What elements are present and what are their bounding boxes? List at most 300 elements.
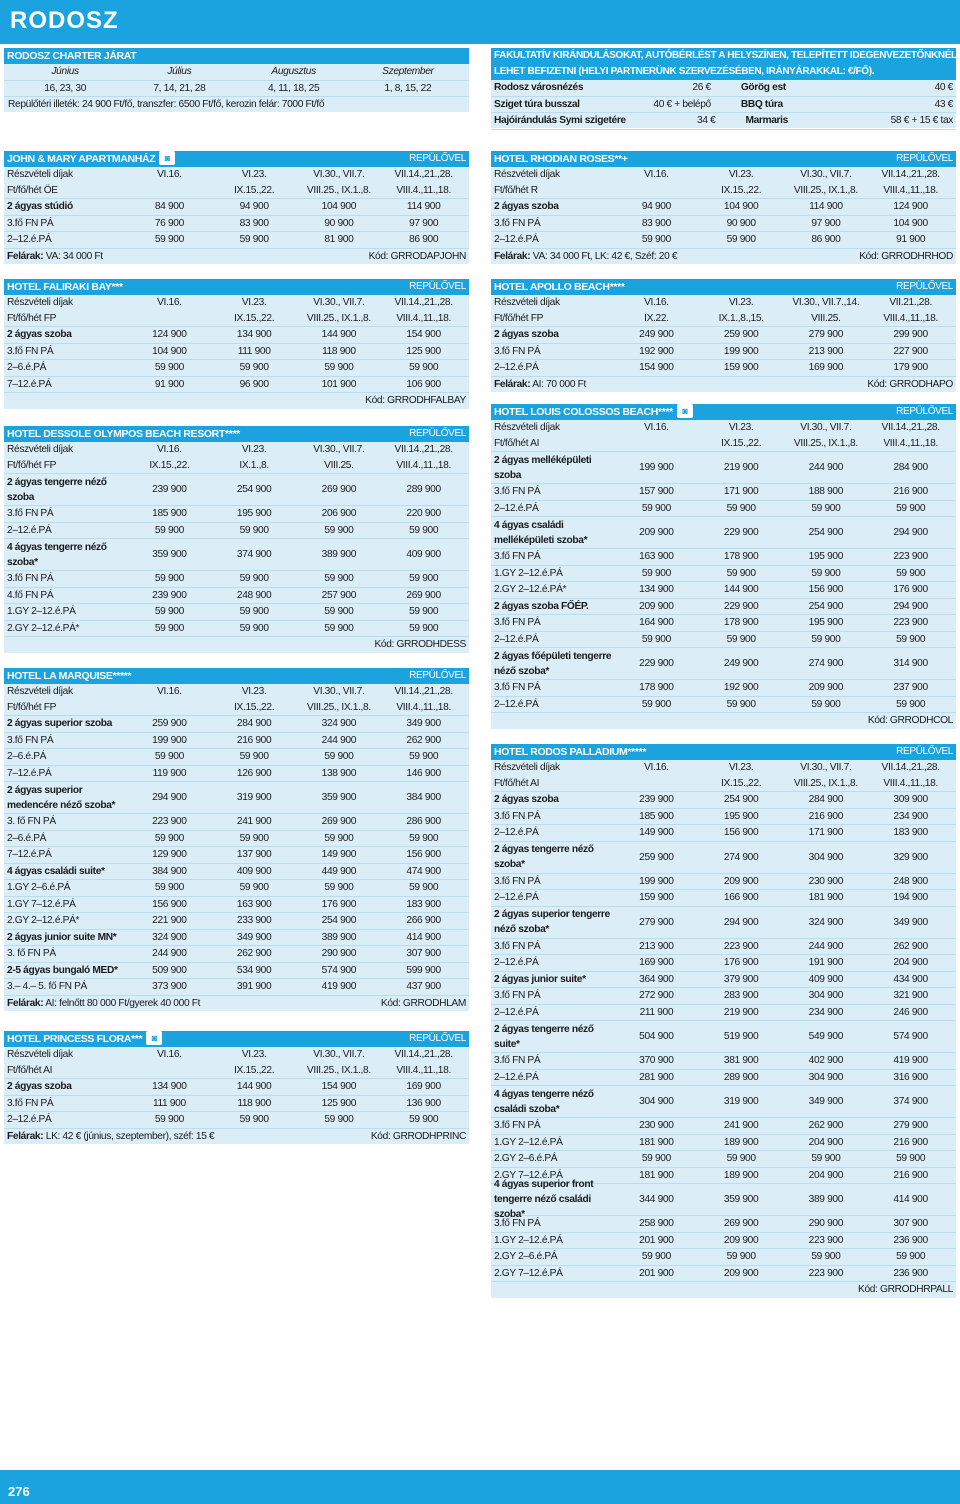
excursion-price: 40 € + belépő	[653, 98, 711, 110]
date-range: VI.30., VII.7.	[800, 422, 852, 433]
price-cell: 284 900	[893, 462, 928, 473]
price-cell: 274 900	[808, 658, 844, 669]
price-cell: 230 900	[808, 875, 844, 887]
price-cell: 59 900	[324, 1114, 354, 1125]
price-cell: 304 900	[808, 990, 844, 1001]
price-cell: 549 900	[808, 1031, 844, 1042]
date-range: VI.23.	[241, 297, 267, 308]
date-range: VI.23.	[241, 444, 267, 455]
price-cell: 239 900	[639, 794, 674, 805]
date-range: VI.16.	[157, 1049, 182, 1060]
surcharges: Felárak: LK: 42 € (június, szeptember), széf: 15 €	[7, 1130, 215, 1142]
price-cell: 59 900	[409, 882, 439, 893]
price-row	[4, 474, 469, 506]
price-cell: 104 900	[152, 345, 187, 357]
price-cell: 204 900	[808, 1169, 844, 1181]
room-type: 2–12.é.PÁ	[494, 827, 539, 838]
price-cell: 185 900	[639, 810, 674, 822]
price-row	[491, 1249, 956, 1266]
price-cell: 59 900	[154, 751, 184, 762]
price-cell: 199 900	[639, 875, 674, 887]
date-range: VI.16.	[157, 297, 182, 308]
room-type: 3.fő FN PÁ	[494, 875, 541, 887]
room-type: 7–12.é.PÁ	[7, 767, 52, 779]
room-type: 3.fő FN PÁ	[7, 345, 54, 357]
price-row	[491, 680, 956, 697]
hotel-header	[491, 404, 956, 420]
travel-tag: REPÜLŐVEL	[896, 281, 953, 292]
price-cell: 414 900	[893, 1194, 928, 1205]
price-cell: 262 900	[893, 940, 928, 952]
hotel-name: HOTEL RHODIAN ROSES**+	[494, 153, 628, 165]
room-type: 2–12.é.PÁ	[494, 1071, 539, 1083]
price-row	[491, 972, 956, 989]
excursion-price: 40 €	[934, 82, 953, 93]
price-cell: 223 900	[893, 617, 928, 628]
price-row	[4, 216, 469, 233]
room-type: 2 ágyas superior medencére néző szoba*	[7, 784, 116, 811]
room-type: 3.fő FN PÁ	[7, 508, 54, 519]
price-cell: 91 900	[154, 378, 184, 390]
date-range: VIII.4.,11.,18.	[883, 777, 938, 789]
price-cell: 304 900	[808, 1071, 844, 1083]
price-cell: 195 900	[236, 508, 272, 519]
price-cell: 59 900	[239, 1114, 269, 1125]
date-range: VI.16.	[644, 762, 669, 773]
price-cell: 519 900	[723, 1031, 759, 1042]
hotel-box	[4, 1031, 469, 1144]
hotel-box	[4, 151, 469, 264]
price-cell: 209 900	[723, 1267, 759, 1279]
price-row	[4, 733, 469, 750]
hotel-footer	[4, 393, 469, 409]
price-cell: 259 900	[723, 329, 759, 340]
price-cell: 209 900	[723, 1234, 759, 1246]
hotel-name: HOTEL FALIRAKI BAY***	[7, 281, 123, 293]
price-cell: 216 900	[893, 1136, 928, 1148]
price-header-label: Részvételi díjak	[7, 297, 73, 308]
date-range: VIII.25.	[811, 312, 841, 324]
room-type: 4 ágyas családi suite*	[7, 865, 105, 877]
price-cell: 344 900	[639, 1194, 674, 1205]
room-type: 2 ágyas szoba FŐÉP.	[494, 600, 589, 612]
price-cell: 118 900	[237, 1097, 271, 1109]
date-range: VI.16.	[157, 444, 182, 455]
price-row	[4, 880, 469, 897]
price-cell: 284 900	[808, 794, 844, 805]
room-type: 3.fő FN PÁ	[494, 990, 541, 1001]
price-cell: 294 900	[893, 527, 928, 538]
price-row	[491, 1151, 956, 1168]
price-header-label: Ft/fő/hét FP	[494, 312, 544, 324]
room-type: 4 ágyas családi melléképületi szoba*	[494, 519, 588, 546]
price-cell: 59 900	[324, 362, 354, 373]
price-cell: 221 900	[152, 915, 187, 926]
date-range: VIII.25., IX.1.,8.	[306, 184, 371, 196]
offer-code: Kód: GRRODHDESS	[374, 639, 466, 650]
hotel-name: HOTEL APOLLO BEACH****	[494, 281, 625, 293]
room-type: 2 ágyas tengerre néző szoba	[7, 476, 107, 503]
price-cell: 144 900	[321, 329, 357, 340]
price-row	[491, 907, 956, 939]
room-type: 3.– 4.– 5. fő FN PÁ	[7, 981, 87, 992]
price-cell: 195 900	[723, 810, 759, 822]
price-cell: 59 900	[409, 524, 439, 536]
price-row	[491, 697, 956, 714]
price-cell: 254 900	[321, 915, 357, 926]
price-cell: 294 900	[152, 792, 187, 803]
room-type: 3.fő FN PÁ	[494, 810, 541, 822]
price-header-label: Részvételi díjak	[494, 762, 560, 773]
price-row	[4, 571, 469, 588]
price-row	[491, 599, 956, 616]
price-cell: 111 900	[152, 1097, 186, 1109]
date-range: VII.14.,21.,28.	[394, 686, 453, 697]
price-row	[491, 792, 956, 809]
offer-code: Kód: GRRODHRPALL	[858, 1284, 953, 1295]
room-type: 3.fő FN PÁ	[494, 682, 541, 693]
price-row	[4, 232, 469, 249]
room-type: 2.GY 7–12.é.PÁ	[494, 1267, 563, 1279]
price-cell: 274 900	[723, 851, 759, 863]
price-row	[4, 1079, 469, 1096]
price-cell: 59 900	[811, 698, 841, 710]
price-cell: 201 900	[639, 1267, 674, 1279]
price-cell: 59 900	[409, 362, 439, 373]
page-number: 276	[8, 1484, 30, 1499]
offer-code: Kód: GRRODAPJOHN	[368, 250, 466, 262]
room-type: 4.fő FN PÁ	[7, 589, 54, 601]
price-cell: 316 900	[893, 1071, 928, 1083]
price-cell: 157 900	[639, 486, 674, 497]
hotel-header	[491, 279, 956, 295]
price-cell: 91 900	[896, 234, 926, 245]
price-row	[491, 1135, 956, 1152]
date-range: IX.1.,8.,15.	[718, 312, 764, 324]
price-cell: 199 900	[723, 345, 759, 357]
price-cell: 262 900	[236, 948, 272, 959]
price-cell: 294 900	[723, 916, 759, 928]
price-cell: 59 900	[726, 698, 756, 710]
room-type: 2 ágyas tengerre néző szoba*	[494, 844, 594, 870]
offer-code: Kód: GRRODHLAM	[380, 997, 466, 1009]
price-cell: 286 900	[406, 816, 441, 827]
price-cell: 59 900	[641, 234, 671, 245]
price-cell: 59 900	[239, 524, 269, 536]
price-cell: 59 900	[324, 524, 354, 536]
room-type: 2–6.é.PÁ	[7, 751, 47, 762]
price-cell: 59 900	[726, 1251, 756, 1262]
date-range: IX.15.,22.	[234, 184, 275, 196]
price-cell: 359 900	[321, 792, 357, 803]
date-range: VI.30., VII.7.,14.	[792, 297, 860, 308]
price-header-row	[4, 1047, 469, 1063]
price-cell: 81 900	[324, 234, 354, 245]
price-row	[491, 344, 956, 361]
price-header-row	[4, 295, 469, 311]
price-row	[4, 506, 469, 523]
price-cell: 59 900	[409, 606, 439, 617]
price-row	[491, 825, 956, 842]
price-cell: 59 900	[811, 1153, 841, 1164]
price-cell: 248 900	[893, 875, 928, 887]
price-cell: 219 900	[723, 462, 759, 473]
date-range: IX.1.,8.	[239, 459, 269, 471]
date-range: VIII.4.,11.,18.	[396, 184, 451, 196]
date-range: VI.30., VII.7.	[800, 762, 852, 773]
price-row	[491, 632, 956, 649]
price-cell: 244 900	[808, 462, 844, 473]
date-range: VI.30., VII.7.	[313, 444, 365, 455]
date-range: VII.14.,21.,28.	[881, 762, 940, 773]
date-range: VI.23.	[728, 297, 754, 308]
room-type: 3.fő FN PÁ	[494, 1120, 541, 1131]
room-type: 3.fő FN PÁ	[7, 217, 54, 229]
price-cell: 134 900	[152, 1081, 187, 1092]
room-type: 2.GY 7–12.é.PÁ	[494, 1169, 563, 1181]
date-range: VIII.4.,11.,18.	[883, 437, 938, 449]
price-cell: 154 900	[321, 1081, 357, 1092]
date-range: VI.16.	[157, 686, 182, 697]
price-cell: 262 900	[406, 734, 441, 746]
price-cell: 129 900	[152, 849, 187, 860]
room-type: 2 ágyas superior tengerre néző szoba*	[494, 909, 610, 935]
price-cell: 159 900	[723, 362, 759, 373]
price-cell: 359 900	[723, 1194, 759, 1205]
price-cell: 178 900	[723, 551, 759, 562]
price-cell: 176 900	[321, 898, 357, 910]
price-row	[491, 615, 956, 632]
date-range: VI.30., VII.7.	[800, 169, 852, 180]
room-type: 2–12.é.PÁ	[7, 234, 52, 245]
room-type: 2–12.é.PÁ	[494, 362, 539, 373]
price-cell: 229 900	[723, 600, 759, 612]
hotel-header	[491, 151, 956, 167]
price-cell: 59 900	[641, 1153, 671, 1164]
price-cell: 269 900	[406, 589, 441, 601]
price-cell: 269 900	[321, 484, 357, 495]
price-row	[491, 199, 956, 216]
price-cell: 213 900	[639, 940, 674, 952]
room-type: 3.fő FN PÁ	[494, 551, 541, 562]
price-cell: 254 900	[808, 600, 844, 612]
date-range: VIII.25., IX.1.,8.	[793, 777, 858, 789]
date-range: IX.22.	[644, 312, 669, 324]
date-range: VI.23.	[241, 1049, 267, 1060]
price-row	[491, 1179, 956, 1220]
price-cell: 294 900	[893, 600, 928, 612]
price-cell: 189 900	[723, 1136, 759, 1148]
price-row	[4, 199, 469, 216]
price-cell: 409 900	[808, 973, 844, 985]
price-cell: 101 900	[321, 378, 357, 390]
excursion-name: Görög est	[740, 82, 786, 93]
price-cell: 59 900	[811, 633, 841, 645]
date-range: VI.30., VII.7.	[313, 686, 365, 697]
excursion-name: Hajóirándulás Symi szigetére	[494, 115, 626, 126]
date-range: VIII.25., IX.1.,8.	[306, 1064, 371, 1076]
price-cell: 209 900	[639, 527, 674, 538]
room-type: 3.fő FN PÁ	[494, 1218, 541, 1229]
room-type: 2–12.é.PÁ	[7, 524, 52, 536]
price-cell: 59 900	[154, 832, 184, 844]
excursion-name: Sziget túra busszal	[494, 98, 580, 110]
price-cell: 319 900	[723, 1096, 759, 1107]
price-cell: 324 900	[321, 718, 357, 729]
price-cell: 149 900	[639, 827, 674, 838]
price-header-row	[4, 458, 469, 475]
date-range: VII.14.,21.,28.	[394, 169, 453, 180]
surcharges: Felárak: VA: 34 000 Ft, LK: 42 €, Széf: 20 €	[494, 250, 678, 262]
travel-tag: REPÜLŐVEL	[409, 428, 466, 439]
price-header-row	[4, 167, 469, 183]
price-row	[4, 604, 469, 621]
room-type: 3.fő FN PÁ	[7, 734, 54, 746]
date-range: IX.15.,22.	[721, 777, 762, 789]
price-cell: 211 900	[639, 1006, 674, 1018]
date-range: VI.23.	[728, 169, 754, 180]
price-cell: 195 900	[808, 551, 844, 562]
offer-code: Kód: GRRODHCOL	[867, 715, 953, 726]
page-title: RODOSZ	[10, 7, 119, 34]
room-type: 2 ágyas szoba	[494, 201, 559, 212]
price-header-label: Részvételi díjak	[494, 169, 560, 180]
date-range: VII.14.,21.,28.	[394, 444, 453, 455]
date-range: VI.23.	[241, 169, 267, 180]
price-cell: 262 900	[808, 1120, 844, 1131]
date-range: IX.15.,22.	[149, 459, 190, 471]
price-row	[491, 452, 956, 484]
hotel-header	[491, 744, 956, 760]
price-cell: 414 900	[406, 931, 441, 943]
date-range: VII.14.,21.,28.	[881, 422, 940, 433]
price-cell: 59 900	[324, 573, 354, 584]
price-cell: 159 900	[639, 892, 674, 903]
price-cell: 237 900	[893, 682, 928, 693]
price-cell: 59 900	[409, 1114, 439, 1125]
price-header-row	[491, 183, 956, 200]
room-type: 2–6.é.PÁ	[7, 832, 47, 844]
price-cell: 259 900	[639, 851, 674, 863]
room-type: 3.fő FN PÁ	[7, 573, 54, 584]
price-cell: 59 900	[896, 698, 926, 710]
travel-tag: REPÜLŐVEL	[409, 281, 466, 292]
price-row	[4, 621, 469, 638]
price-cell: 119 900	[152, 767, 187, 779]
room-type: 2–12.é.PÁ	[7, 1114, 52, 1125]
camera-icon: ◙	[677, 404, 693, 418]
price-header-label: Részvételi díjak	[7, 444, 73, 455]
price-cell: 229 900	[723, 527, 759, 538]
price-header-label: Részvételi díjak	[7, 169, 73, 180]
hotel-name: HOTEL LOUIS COLOSSOS BEACH****	[494, 406, 673, 418]
room-type: 2–6.é.PÁ	[7, 362, 47, 373]
excursion-row	[491, 80, 956, 97]
price-cell: 244 900	[152, 948, 187, 959]
price-cell: 324 900	[808, 916, 844, 928]
price-cell: 409 900	[236, 865, 272, 877]
room-type: 4 ágyas superior front tengerre néző családi szoba*	[494, 1179, 594, 1220]
price-cell: 195 900	[808, 617, 844, 628]
price-cell: 304 900	[808, 851, 844, 863]
room-type: 2.GY 2–6.é.PÁ	[494, 1251, 558, 1262]
price-cell: 599 900	[406, 964, 441, 976]
price-row	[491, 1266, 956, 1283]
room-type: 1.GY 7–12.é.PÁ	[7, 898, 76, 910]
price-header-row	[491, 760, 956, 776]
price-row	[491, 809, 956, 826]
price-row	[4, 539, 469, 571]
price-row	[491, 1005, 956, 1022]
hotel-name: HOTEL DESSOLE OLYMPOS BEACH RESORT****	[7, 428, 240, 440]
price-cell: 118 900	[322, 345, 356, 357]
room-type: 2–12.é.PÁ	[494, 633, 539, 645]
room-type: 2-5 ágyas bungaló MED*	[7, 964, 118, 976]
price-cell: 96 900	[239, 378, 269, 390]
travel-tag: REPÜLŐVEL	[896, 406, 953, 417]
hotel-box	[491, 744, 956, 1298]
price-cell: 59 900	[239, 882, 269, 893]
price-cell: 216 900	[808, 810, 844, 822]
price-cell: 126 900	[236, 767, 272, 779]
room-type: 2 ágyas szoba	[7, 329, 72, 340]
hotel-footer	[491, 249, 956, 265]
price-row	[491, 1086, 956, 1118]
price-cell: 258 900	[639, 1218, 674, 1229]
room-type: 2 ágyas tengerre néző suite*	[494, 1023, 594, 1050]
price-row	[491, 501, 956, 518]
price-row	[491, 874, 956, 891]
price-cell: 104 900	[321, 201, 357, 212]
price-cell: 309 900	[893, 794, 928, 805]
room-type: 2 ágyas junior suite MN*	[7, 931, 117, 943]
price-cell: 389 900	[321, 931, 357, 943]
price-cell: 259 900	[152, 718, 187, 729]
price-cell: 233 900	[236, 915, 272, 926]
price-row	[491, 842, 956, 874]
price-cell: 144 900	[723, 584, 759, 595]
price-cell: 176 900	[893, 584, 928, 595]
price-cell: 284 900	[236, 718, 272, 729]
room-type: 1.GY 2–6.é.PÁ	[7, 882, 71, 893]
price-header-label: Ft/fő/hét AI	[494, 777, 540, 789]
price-row	[4, 930, 469, 947]
price-header-label: Ft/fő/hét FP	[7, 312, 57, 324]
date-range: VII.14.,21.,28.	[881, 169, 940, 180]
excursion-price: 43 €	[934, 98, 953, 110]
price-cell: 137 900	[236, 849, 272, 860]
room-type: 3.fő FN PÁ	[494, 940, 541, 952]
hotel-box	[491, 404, 956, 729]
charter-dates-row: 16, 23, 30 7, 14, 21, 28 4, 11, 18, 25 1, 8, 15, 22	[4, 81, 469, 98]
travel-tag: REPÜLŐVEL	[896, 746, 953, 757]
room-type: 1.GY 2–12.é.PÁ	[494, 1136, 563, 1148]
room-type: 3.fő FN PÁ	[494, 617, 541, 628]
price-cell: 59 900	[154, 234, 184, 245]
price-cell: 307 900	[406, 948, 441, 959]
room-type: 7–12.é.PÁ	[7, 849, 52, 860]
room-type: 2 ágyas szoba	[494, 329, 559, 340]
price-cell: 373 900	[152, 981, 187, 992]
room-type: 3.fő FN PÁ	[494, 1055, 541, 1066]
date-range: VI.23.	[728, 762, 754, 773]
hotel-header	[4, 668, 469, 684]
price-row	[491, 566, 956, 583]
price-cell: 59 900	[154, 573, 184, 584]
price-header-label: Részvételi díjak	[494, 422, 560, 433]
price-cell: 59 900	[239, 362, 269, 373]
room-type: 4 ágyas tengerre néző szoba*	[7, 541, 107, 568]
